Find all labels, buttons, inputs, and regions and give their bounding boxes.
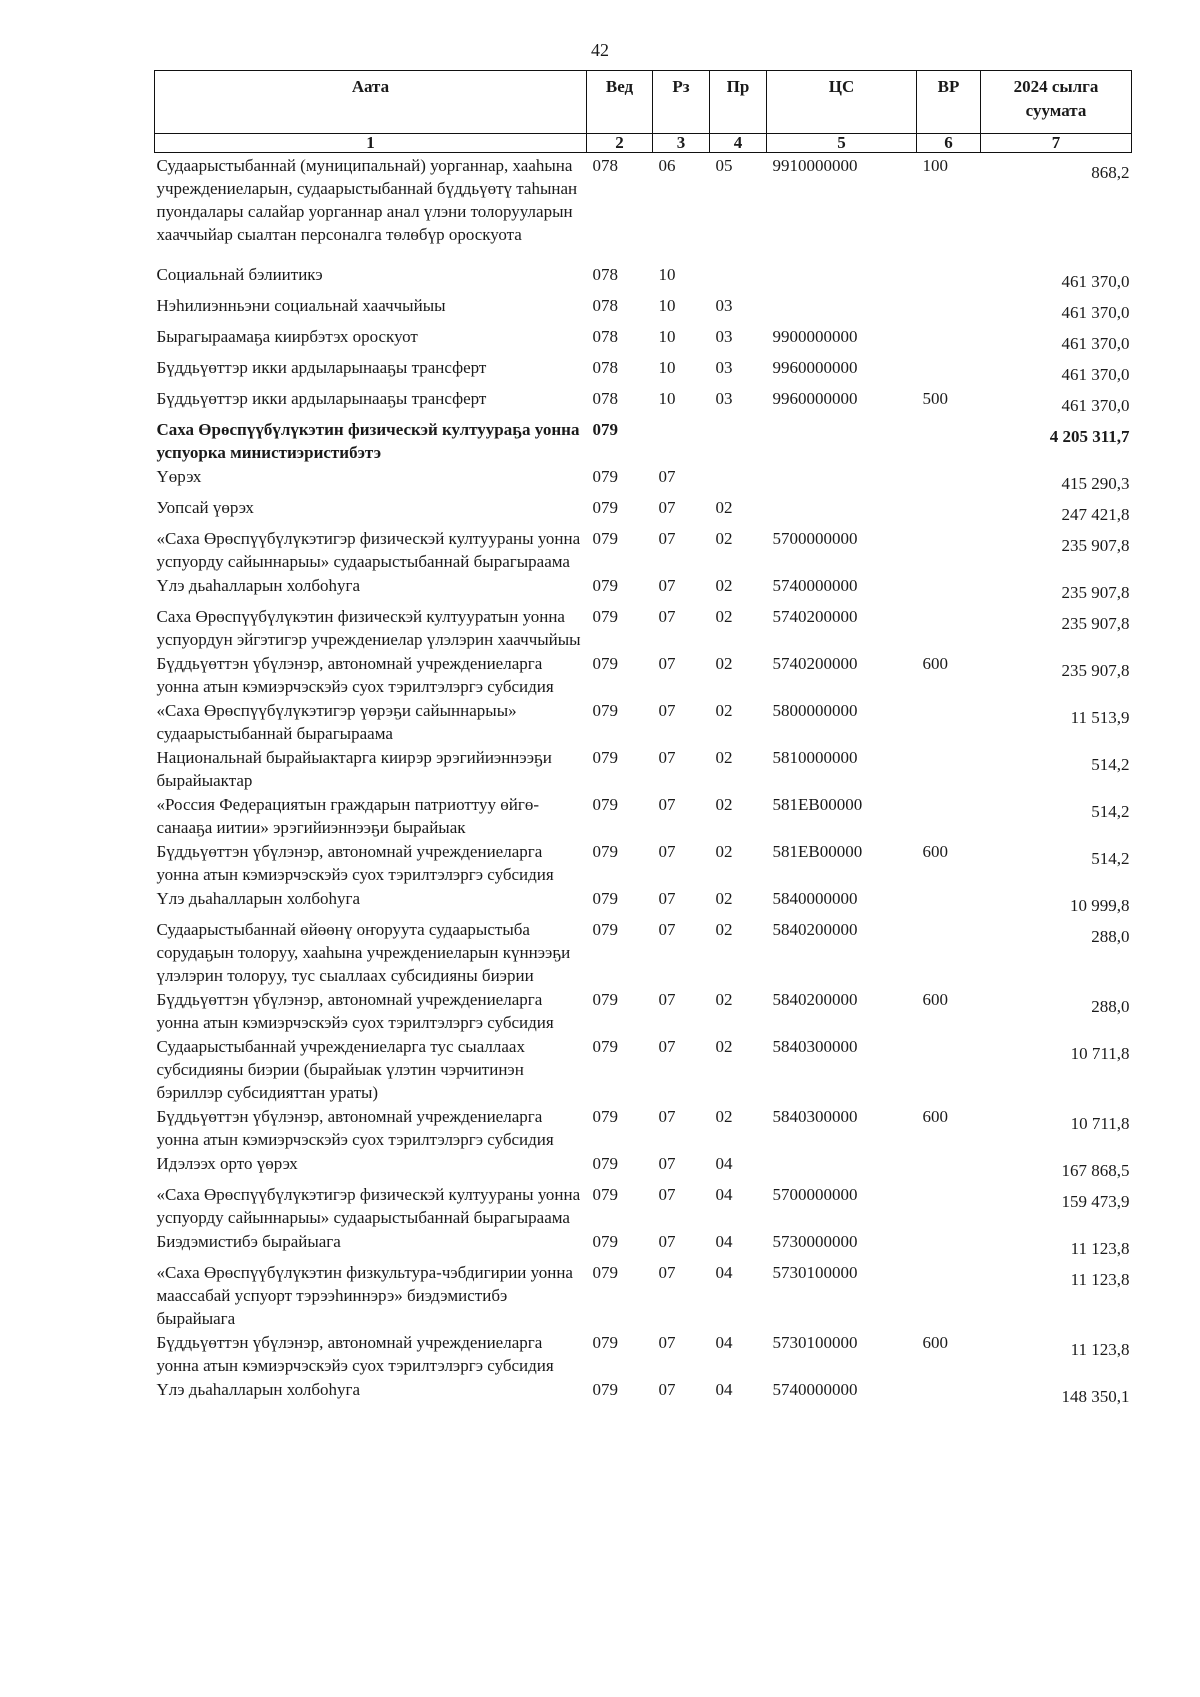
row-sum: 288,0 [1091, 997, 1130, 1016]
row-vr: 100 [922, 156, 948, 175]
row-rz: 07 [658, 529, 676, 548]
row-name: Нэһилиэнньэни социальнай хааччыйыы [156, 296, 446, 315]
row-vr [917, 1229, 981, 1260]
row-pr: 02 [715, 920, 733, 939]
row-name: Бүддьүөттэн үбүлэнэр, автономнай учреждениеларга уонна атын кэмиэрчэскэйэ суох тэрилтэлэргэ субсидия [156, 990, 554, 1032]
row-vr: 600 [922, 990, 948, 1009]
table-row [155, 604, 1132, 651]
row-pr: 03 [715, 327, 733, 346]
row-sum: 461 370,0 [1061, 365, 1130, 384]
row-rz [653, 417, 710, 464]
row-rz: 07 [658, 990, 676, 1009]
row-sum: 167 868,5 [1061, 1161, 1130, 1180]
row-sum: 235 907,8 [1061, 583, 1130, 602]
row-pr [710, 464, 767, 495]
row-rz: 07 [658, 795, 676, 814]
row-ved: 078 [592, 296, 618, 315]
row-cs [767, 1151, 917, 1182]
row-sum: 247 421,8 [1061, 505, 1130, 524]
row-rz: 10 [658, 327, 676, 346]
row-rz: 10 [658, 296, 676, 315]
table-row [155, 917, 1132, 987]
row-sum: 4 205 311,7 [1049, 427, 1130, 446]
row-ved: 079 [592, 1333, 618, 1352]
row-cs: 5700000000 [772, 529, 858, 548]
table-row [155, 262, 1132, 293]
row-vr [917, 495, 981, 526]
row-name: Бүддьүөттэн үбүлэнэр, автономнай учреждениеларга уонна атын кэмиэрчэскэйэ суох тэрилтэлэргэ субсидия [156, 654, 554, 696]
row-sum: 10 711,8 [1070, 1044, 1130, 1063]
row-sum: 11 513,9 [1070, 708, 1130, 727]
header-vr: ВР [917, 71, 981, 134]
table-row [155, 1260, 1132, 1330]
row-vr [917, 745, 981, 792]
table-row [155, 293, 1132, 324]
table-row [155, 355, 1132, 386]
column-number: 6 [917, 134, 981, 153]
row-ved: 078 [592, 265, 618, 284]
header-pr: Пр [710, 71, 767, 134]
row-name: Социальнай бэлиитикэ [156, 265, 323, 284]
row-cs [767, 262, 917, 293]
row-vr [917, 573, 981, 604]
table-row [155, 698, 1132, 745]
row-vr [917, 792, 981, 839]
table-row [155, 651, 1132, 698]
row-vr [917, 886, 981, 917]
table-row [155, 1034, 1132, 1104]
row-ved: 079 [592, 1263, 618, 1282]
row-vr: 600 [922, 654, 948, 673]
table-row [155, 464, 1132, 495]
row-vr [917, 917, 981, 987]
row-pr: 02 [715, 607, 733, 626]
row-name: «Россия Федерациятын граждарын патриоттуу өйгө-санааҕа иитии» эрэгийиэннээҕи бырайыак [156, 795, 539, 837]
row-ved: 079 [592, 920, 618, 939]
row-pr: 02 [715, 1107, 733, 1126]
row-rz: 07 [658, 842, 676, 861]
row-ved: 079 [592, 842, 618, 861]
row-pr: 02 [715, 654, 733, 673]
table-row [155, 886, 1132, 917]
row-cs: 5810000000 [772, 748, 858, 767]
row-ved: 079 [592, 1154, 618, 1173]
column-number: 4 [710, 134, 767, 153]
row-name: Национальнай бырайыактарга киирэр эрэгийиэннээҕи бырайыактар [156, 748, 552, 790]
row-pr: 05 [715, 156, 733, 175]
row-name: «Саха Өрөспүүбүлүкэтигэр физическэй култуураны уонна успуорду сайыннарыы» судаарыстыбаннай бырагыраама [156, 529, 581, 571]
row-rz: 07 [658, 1380, 676, 1399]
row-sum: 11 123,8 [1070, 1239, 1130, 1258]
row-cs: 9960000000 [772, 389, 858, 408]
row-pr: 02 [715, 990, 733, 1009]
row-name: Судаарыстыбаннай (муниципальнай) уорганнар, хааһына учреждениеларын, судаарыстыбаннай бүддьүөтү таһынан пуондалары салайар уорганнар анал үлэни толорууларын хааччыйар сыалтан персоналга төлөбүр ороскуота [156, 156, 578, 244]
row-rz: 07 [658, 607, 676, 626]
table-row [155, 792, 1132, 839]
row-pr: 02 [715, 889, 733, 908]
row-sum: 461 370,0 [1061, 396, 1130, 415]
row-cs: 9910000000 [772, 156, 858, 175]
row-ved: 078 [592, 156, 618, 175]
row-pr [710, 262, 767, 293]
row-cs [767, 293, 917, 324]
row-name: Саха Өрөспүүбүлүкэтин физическэй култууратын уонна успуордун эйгэтигэр учреждениелар үлэлэрин хааччыйыы [156, 607, 581, 649]
column-number: 5 [767, 134, 917, 153]
row-rz: 07 [658, 467, 676, 486]
row-pr: 02 [715, 795, 733, 814]
row-cs: 5700000000 [772, 1185, 858, 1204]
row-rz: 07 [658, 1263, 676, 1282]
table-header [155, 71, 1132, 153]
row-cs: 5740000000 [772, 576, 858, 595]
table-row [155, 324, 1132, 355]
row-ved: 079 [592, 889, 618, 908]
row-cs: 5840300000 [772, 1107, 858, 1126]
row-pr: 04 [715, 1263, 733, 1282]
row-pr: 02 [715, 529, 733, 548]
row-vr [917, 417, 981, 464]
row-sum: 514,2 [1091, 849, 1130, 868]
page-number: 42 [591, 40, 609, 60]
row-rz: 07 [658, 889, 676, 908]
row-name: «Саха Өрөспүүбүлүкэтин физкультура-чэбдигирии уонна маассабай успуорт тэрээһиннэрэ» биэдэмистибэ бырайыага [156, 1263, 573, 1328]
row-name: Судаарыстыбаннай өйөөнү оҥоруута судаарыстыба сорудаҕын толоруу, хааһына учреждениеларын күннээҕи үлэлэрин толоруу, тус сыаллаах субсидияны биэрии [156, 920, 571, 985]
row-name: Бүддьүөттэр икки ардыларынааҕы трансферт [156, 358, 487, 377]
row-sum: 10 999,8 [1070, 896, 1130, 915]
row-pr: 03 [715, 358, 733, 377]
table-row [155, 839, 1132, 886]
row-cs: 5800000000 [772, 701, 858, 720]
row-pr: 03 [715, 389, 733, 408]
row-ved: 079 [592, 467, 618, 486]
row-sum: 159 473,9 [1061, 1192, 1130, 1211]
row-sum: 868,2 [1091, 163, 1130, 182]
row-cs: 5740200000 [772, 654, 858, 673]
row-ved: 079 [592, 795, 618, 814]
table-row [155, 495, 1132, 526]
row-pr: 02 [715, 1037, 733, 1056]
row-rz: 07 [658, 1107, 676, 1126]
row-ved: 079 [592, 1107, 618, 1126]
table-row [155, 153, 1132, 263]
row-name: Уопсай үөрэх [156, 498, 254, 517]
row-name: Судаарыстыбаннай учреждениеларга тус сыаллаах субсидияны биэрии (бырайыак үлэтин чэрчитинэн бэриллэр субсидияттан ураты) [156, 1037, 525, 1102]
budget-table [154, 70, 1132, 1408]
row-vr [917, 1260, 981, 1330]
row-pr [710, 417, 767, 464]
row-name: Биэдэмистибэ бырайыага [156, 1232, 341, 1251]
header-ved: Вед [587, 71, 653, 134]
table-row [155, 1377, 1132, 1408]
row-ved: 079 [592, 607, 618, 626]
row-vr: 600 [922, 1333, 948, 1352]
row-cs: 5740200000 [772, 607, 858, 626]
row-name: Бүддьүөттэн үбүлэнэр, автономнай учреждениеларга уонна атын кэмиэрчэскэйэ суох тэрилтэлэргэ субсидия [156, 1107, 554, 1149]
row-name: «Саха Өрөспүүбүлүкэтигэр физическэй култуураны уонна успуорду сайыннарыы» судаарыстыбаннай бырагыраама [156, 1185, 581, 1227]
row-cs [767, 417, 917, 464]
row-name: «Саха Өрөспүүбүлүкэтигэр үөрэҕи сайыннарыы» судаарыстыбаннай бырагыраама [156, 701, 517, 743]
table-row [155, 1182, 1132, 1229]
row-vr [917, 1377, 981, 1408]
row-sum: 461 370,0 [1061, 303, 1130, 322]
row-name: Үлэ дьаһалларын холбоһуга [156, 576, 361, 595]
row-vr: 600 [922, 842, 948, 861]
row-ved: 079 [592, 1037, 618, 1056]
row-cs: 5730000000 [772, 1232, 858, 1251]
row-rz: 10 [658, 358, 676, 377]
table-row [155, 1229, 1132, 1260]
row-vr [917, 464, 981, 495]
row-rz: 07 [658, 1185, 676, 1204]
row-name: Үлэ дьаһалларын холбоһуга [156, 889, 361, 908]
row-pr: 02 [715, 842, 733, 861]
table-row [155, 1104, 1132, 1151]
table-row [155, 526, 1132, 573]
row-vr [917, 324, 981, 355]
row-rz: 07 [658, 1232, 676, 1251]
table-body [155, 153, 1132, 1409]
row-pr: 02 [715, 748, 733, 767]
row-vr [917, 1182, 981, 1229]
row-vr [917, 604, 981, 651]
row-rz: 07 [658, 748, 676, 767]
row-sum: 415 290,3 [1061, 474, 1130, 493]
table-row [155, 745, 1132, 792]
row-cs: 581EB00000 [772, 842, 863, 861]
row-cs: 5840300000 [772, 1037, 858, 1056]
row-ved: 079 [592, 576, 618, 595]
table-row [155, 417, 1132, 464]
row-ved: 079 [592, 990, 618, 1009]
row-pr: 02 [715, 576, 733, 595]
table-row [155, 1151, 1132, 1182]
row-sum: 514,2 [1091, 802, 1130, 821]
row-sum: 235 907,8 [1061, 536, 1130, 555]
column-number: 2 [587, 134, 653, 153]
header-cs: ЦС [767, 71, 917, 134]
column-number: 7 [981, 134, 1132, 153]
row-name: Бырагыраамаҕа киирбэтэх ороскуот [156, 327, 418, 346]
row-vr [917, 526, 981, 573]
row-cs: 581EB00000 [772, 795, 863, 814]
column-number: 3 [653, 134, 710, 153]
row-ved: 079 [592, 701, 618, 720]
row-rz: 10 [658, 265, 676, 284]
row-ved: 078 [592, 358, 618, 377]
row-rz: 07 [658, 576, 676, 595]
row-pr: 04 [715, 1333, 733, 1352]
row-vr [917, 1151, 981, 1182]
budget-table-container [154, 70, 1131, 1408]
row-name: Саха Өрөспүүбүлүкэтин физическэй култуураҕа уонна успуорка министиэристибэтэ [156, 420, 580, 462]
row-sum: 461 370,0 [1061, 272, 1130, 291]
row-ved: 079 [592, 529, 618, 548]
row-vr [917, 355, 981, 386]
row-cs: 9960000000 [772, 358, 858, 377]
row-pr: 02 [715, 498, 733, 517]
header-rz: Рз [653, 71, 710, 134]
header-sum: 2024 сылга суумата [981, 71, 1132, 134]
row-sum: 288,0 [1091, 927, 1130, 946]
row-rz: 07 [658, 1333, 676, 1352]
header-row [155, 71, 1132, 134]
row-sum: 11 123,8 [1070, 1270, 1130, 1289]
row-ved: 078 [592, 389, 618, 408]
row-cs: 5740000000 [772, 1380, 858, 1399]
row-name: Бүддьүөттэр икки ардыларынааҕы трансферт [156, 389, 487, 408]
row-rz: 07 [658, 1037, 676, 1056]
row-ved: 079 [592, 654, 618, 673]
row-sum: 514,2 [1091, 755, 1130, 774]
row-name: Бүддьүөттэн үбүлэнэр, автономнай учреждениеларга уонна атын кэмиэрчэскэйэ суох тэрилтэлэргэ субсидия [156, 842, 554, 884]
row-vr [917, 262, 981, 293]
row-ved: 079 [592, 420, 618, 439]
row-cs: 5840200000 [772, 920, 858, 939]
row-pr: 04 [715, 1232, 733, 1251]
row-name: Үлэ дьаһалларын холбоһуга [156, 1380, 361, 1399]
row-cs: 5840200000 [772, 990, 858, 1009]
row-sum: 235 907,8 [1061, 661, 1130, 680]
row-vr [917, 1034, 981, 1104]
row-sum: 235 907,8 [1061, 614, 1130, 633]
row-pr: 04 [715, 1154, 733, 1173]
row-vr: 600 [922, 1107, 948, 1126]
row-vr [917, 698, 981, 745]
row-ved: 079 [592, 498, 618, 517]
row-ved: 078 [592, 327, 618, 346]
row-ved: 079 [592, 1185, 618, 1204]
table-row [155, 386, 1132, 417]
row-sum: 10 711,8 [1070, 1114, 1130, 1133]
row-rz: 06 [658, 156, 676, 175]
row-ved: 079 [592, 1232, 618, 1251]
row-rz: 07 [658, 498, 676, 517]
column-number: 1 [155, 134, 587, 153]
row-cs: 5730100000 [772, 1333, 858, 1352]
row-cs [767, 495, 917, 526]
row-ved: 079 [592, 1380, 618, 1399]
row-cs: 5840000000 [772, 889, 858, 908]
row-rz: 07 [658, 701, 676, 720]
row-ved: 079 [592, 748, 618, 767]
row-rz: 07 [658, 920, 676, 939]
row-rz: 07 [658, 1154, 676, 1173]
column-number-row [155, 134, 1132, 153]
row-rz: 10 [658, 389, 676, 408]
row-name: Бүддьүөттэн үбүлэнэр, автономнай учреждениеларга уонна атын кэмиэрчэскэйэ суох тэрилтэлэргэ субсидия [156, 1333, 554, 1375]
row-cs [767, 464, 917, 495]
row-pr: 02 [715, 701, 733, 720]
row-cs: 9900000000 [772, 327, 858, 346]
row-sum: 461 370,0 [1061, 334, 1130, 353]
row-pr: 03 [715, 296, 733, 315]
row-cs: 5730100000 [772, 1263, 858, 1282]
header-name: Аата [155, 71, 587, 134]
row-pr: 04 [715, 1185, 733, 1204]
row-vr [917, 293, 981, 324]
row-sum: 11 123,8 [1070, 1340, 1130, 1359]
row-rz: 07 [658, 654, 676, 673]
row-sum: 148 350,1 [1061, 1387, 1130, 1406]
row-vr: 500 [922, 389, 948, 408]
row-pr: 04 [715, 1380, 733, 1399]
table-row [155, 987, 1132, 1034]
table-row [155, 1330, 1132, 1377]
row-name: Идэлээх орто үөрэх [156, 1154, 298, 1173]
row-name: Үөрэх [156, 467, 202, 486]
table-row [155, 573, 1132, 604]
